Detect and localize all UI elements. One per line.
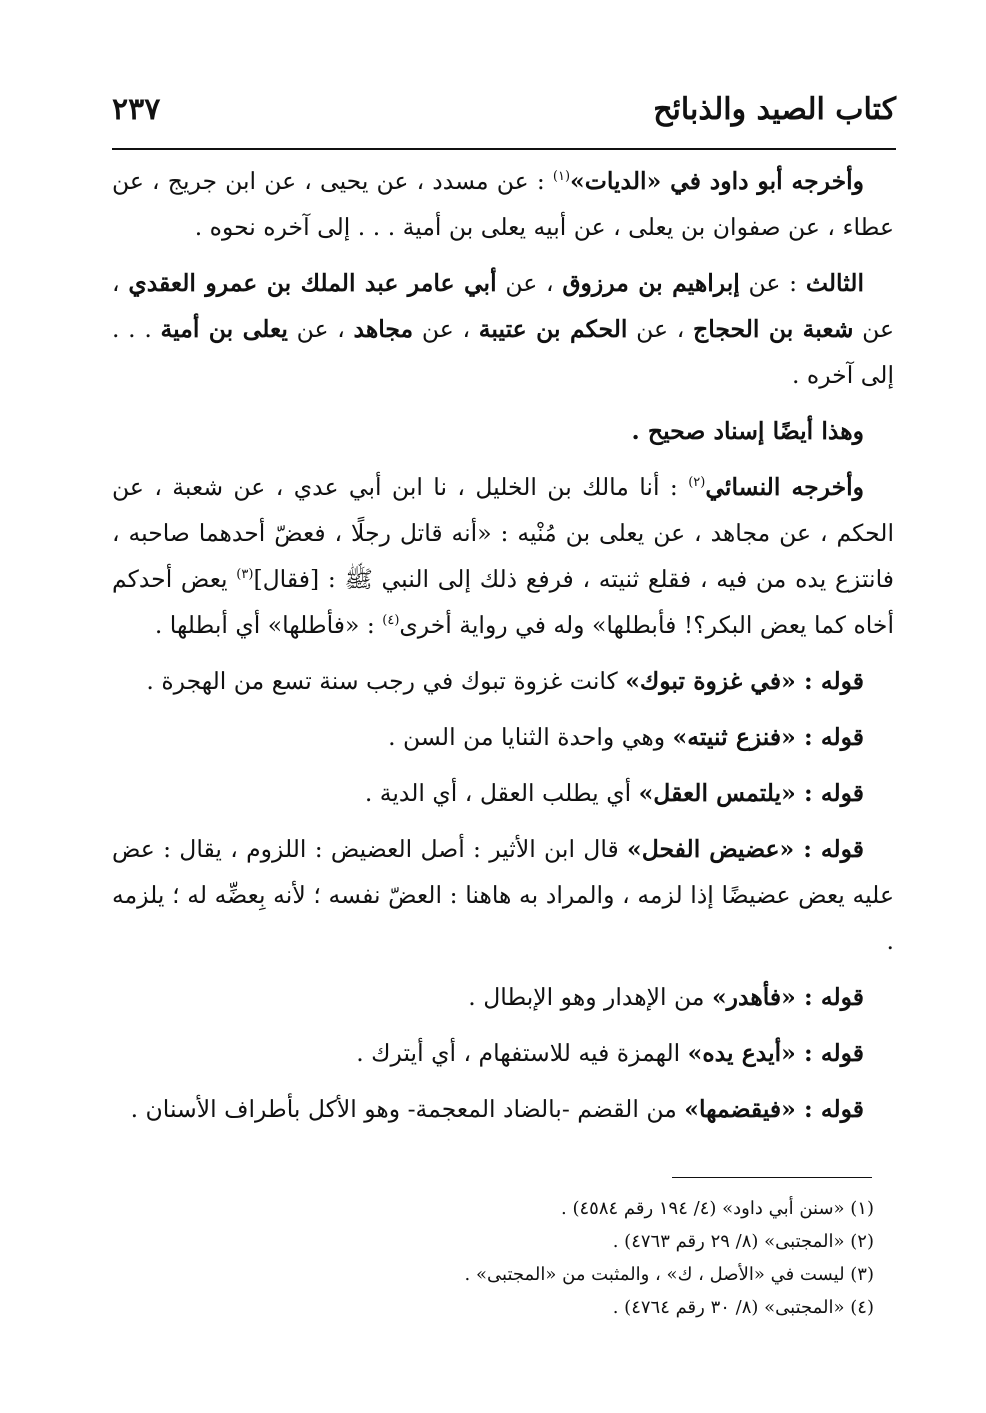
page-number: ٢٣٧	[112, 92, 161, 127]
bold-phrase: يعلى بن أمية	[160, 315, 288, 343]
text-run: ، عن	[496, 269, 563, 297]
text-run: يعض أحدكم أخاه كما يعض البكر؟! فأبطلها» وله في رواية أخرى	[112, 565, 894, 639]
paragraph-1	[112, 158, 894, 250]
footnotes	[112, 1192, 874, 1324]
text-run: الهمزة فيه للاستفهام ، أي أيترك .	[356, 1039, 688, 1067]
main-text	[112, 158, 894, 1142]
footnote-1: (١) «سنن أبي داود» (٤/ ١٩٤ رقم ٤٥٨٤) .	[561, 1198, 874, 1219]
paragraph-3	[112, 408, 894, 454]
paragraph-7	[112, 770, 894, 816]
text-run: : عن مسدد ، عن يحيى ، عن ابن جريج ، عن عطاء ، عن صفوان بن يعلى ، عن أبيه يعلى بن أمية . . . إلى آخره نحوه .	[112, 167, 894, 241]
text-run: كانت غزوة تبوك في رجب سنة تسع من الهجرة .	[146, 667, 626, 695]
text-run: ، عن	[287, 315, 354, 343]
bold-phrase: إبراهيم بن مرزوق	[562, 269, 740, 297]
text-run: ، عن	[112, 269, 895, 343]
paragraph-2	[112, 260, 894, 398]
text-run: من الإهدار وهو الإبطال .	[468, 983, 712, 1011]
bold-phrase: قوله : «عضيض الفحل»	[627, 835, 864, 863]
footnote-2: (٢) «المجتبى» (٨/ ٢٩ رقم ٤٧٦٣) .	[612, 1231, 874, 1252]
bold-phrase: الثالث	[805, 269, 864, 297]
footnote-ref[interactable]: (٢)	[688, 475, 706, 491]
bold-phrase: وأخرجه النسائي	[705, 473, 864, 501]
footnote-ref[interactable]: (٣)	[236, 567, 254, 583]
text-run: : «فأطلها» أي أبطلها .	[154, 611, 383, 639]
bold-phrase: الحكم بن عتيبة	[478, 315, 628, 343]
text-run: : عن	[739, 269, 806, 297]
bold-phrase: أبي عامر عبد الملك بن عمرو العقدي	[128, 269, 497, 297]
bold-phrase: شعبة بن الحجاج	[693, 315, 854, 343]
paragraph-8	[112, 826, 894, 964]
footnote-ref[interactable]: (١)	[552, 169, 571, 185]
footnote-4: (٤) «المجتبى» (٨/ ٣٠ رقم ٤٧٦٤) .	[612, 1297, 874, 1318]
text-run: وهي واحدة الثنايا من السن .	[388, 723, 673, 751]
running-title: كتاب الصيد والذبائح	[653, 92, 896, 127]
text-run: أي يطلب العقل ، أي الدية .	[364, 779, 639, 807]
paragraph-10	[112, 1030, 894, 1076]
page-header	[112, 92, 896, 150]
bold-phrase: قوله : «في غزوة تبوك»	[625, 667, 864, 695]
footnote-ref[interactable]: (٤)	[382, 613, 400, 629]
paragraph-11	[112, 1086, 894, 1132]
paragraph-9	[112, 974, 894, 1020]
bold-phrase: قوله : «فيقضمها»	[684, 1095, 864, 1123]
bold-phrase: وأخرجه أبو داود في «الديات»	[570, 167, 864, 195]
text-run: . . . إلى آخره .	[112, 315, 894, 389]
paragraph-6	[112, 714, 894, 760]
paragraph-4	[112, 464, 894, 648]
bold-phrase: قوله : «أيدع يده»	[687, 1039, 864, 1067]
bold-phrase: قوله : «فأهدر»	[711, 983, 864, 1011]
paragraph-5	[112, 658, 894, 704]
bold-phrase: قوله : «فنزع ثنيته»	[672, 723, 864, 751]
bold-phrase: قوله : «يلتمس العقل»	[638, 779, 864, 807]
footnote-separator	[672, 1177, 872, 1178]
text-run: قال ابن الأثير : أصل العضيض : اللزوم ، يقال : عض عليه يعض عضيضًا إذا لزمه ، والمراد به هاهنا : العضّ نفسه ؛ لأنه بِعضِّه له ؛ يلزمه .	[112, 835, 894, 955]
bold-phrase: وهذا أيضًا إسناد صحيح .	[631, 417, 864, 445]
text-run: ، عن	[627, 315, 694, 343]
text-run: من القضم -بالضاد المعجمة- وهو الأكل بأطراف الأسنان .	[130, 1095, 685, 1123]
bold-phrase: مجاهد	[353, 315, 414, 343]
footnote-3: (٣) ليست في «الأصل ، ك» ، والمثبت من «المجتبى» .	[464, 1264, 874, 1285]
text-run: ، عن	[413, 315, 479, 343]
text-run: : أنا مالك بن الخليل ، نا ابن أبي عدي ، عن شعبة ، عن الحكم ، عن مجاهد ، عن يعلى بن مُنْيه : «أنه قاتل رجلًا ، فعضّ أحدهما صاحبه ، فانتزع يده من فيه ، فقلع ثنيته ، فرفع ذلك إلى النبي ﷺ : [فقال]	[112, 473, 894, 593]
